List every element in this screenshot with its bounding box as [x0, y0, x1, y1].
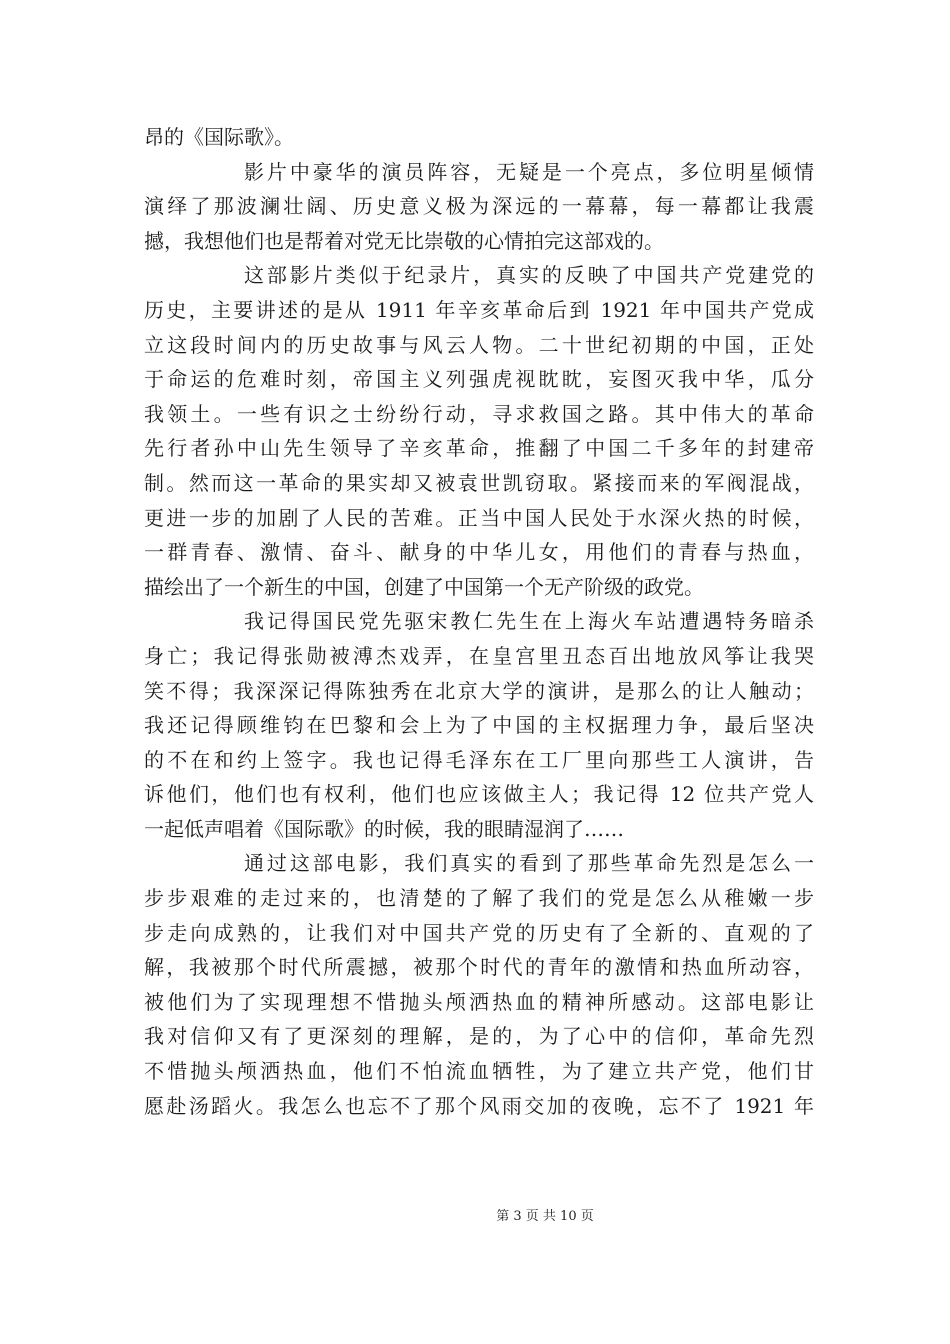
text-line: 更进一步的加剧了人民的苦难。正当中国人民处于水深火热的时候，: [144, 505, 814, 530]
document-body: [144, 120, 814, 1123]
text-line: 先行者孙中山先生领导了辛亥革命，推翻了中国二千多年的封建帝: [144, 436, 814, 461]
paragraph: [144, 846, 814, 1123]
text-line: 历史，主要讲述的是从 1911 年辛亥革命后到 1921 年中国共产党成: [144, 297, 814, 322]
text-line: 我还记得顾维钧在巴黎和会上为了中国的主权据理力争，最后坚决: [144, 713, 814, 738]
text-line: 描绘出了一个新生的中国，创建了中国第一个无产阶级的政党。: [144, 574, 704, 599]
text-line: 解，我被那个时代所震撼，被那个时代的青年的激情和热血所动容，: [144, 955, 814, 980]
text-line: 演绎了那波澜壮阔、历史意义极为深远的一幕幕，每一幕都让我震: [144, 194, 814, 219]
text-line: 立这段时间内的历史故事与风云人物。二十世纪初期的中国，正处: [144, 332, 814, 357]
text-line: 一起低声唱着《国际歌》的时候，我的眼睛湿润了……: [144, 816, 624, 841]
paragraph: [144, 120, 814, 155]
text-line: 昂的《国际歌》。: [144, 125, 294, 149]
text-line: 撼，我想他们也是帮着对党无比崇敬的心情拍完这部戏的。: [144, 228, 664, 253]
text-line: 一群青春、激情、奋斗、献身的中华儿女，用他们的青春与热血，: [144, 540, 814, 565]
text-line: 身亡；我记得张勋被溥杰戏弄，在皇宫里丑态百出地放风筝让我哭: [144, 643, 814, 668]
text-line: 笑不得；我深深记得陈独秀在北京大学的演讲，是那么的让人触动；: [144, 678, 814, 703]
page-footer: 第 3 页 共 10 页: [496, 1209, 594, 1224]
text-line: 影片中豪华的演员阵容，无疑是一个亮点，多位明星倾情: [244, 159, 814, 184]
text-line: 不惜抛头颅洒热血，他们不怕流血牺牲，为了建立共产党，他们甘: [144, 1059, 814, 1084]
text-line: 我记得国民党先驱宋教仁先生在上海火车站遭遇特务暗杀: [244, 609, 814, 634]
text-line: 诉他们，他们也有权利，他们也应该做主人；我记得 12 位共产党人: [144, 782, 814, 807]
text-line: 这部影片类似于纪录片，真实的反映了中国共产党建党的: [244, 263, 814, 288]
text-line: 我领土。一些有识之士纷纷行动，寻求救国之路。其中伟大的革命: [144, 401, 814, 426]
paragraph: [144, 155, 814, 259]
text-line: 我对信仰又有了更深刻的理解，是的，为了心中的信仰，革命先烈: [144, 1024, 814, 1049]
text-line: 的不在和约上签字。我也记得毛泽东在工厂里向那些工人演讲，告: [144, 747, 814, 772]
paragraph: [144, 258, 814, 604]
text-line: 步步艰难的走过来的，也清楚的了解了我们的党是怎么从稚嫩一步: [144, 886, 814, 911]
paragraph: [144, 604, 814, 846]
text-line: 通过这部电影，我们真实的看到了那些革命先烈是怎么一: [244, 851, 814, 876]
text-line: 被他们为了实现理想不惜抛头颅洒热血的精神所感动。这部电影让: [144, 989, 814, 1014]
text-line: 于命运的危难时刻，帝国主义列强虎视眈眈，妄图灭我中华，瓜分: [144, 367, 814, 392]
text-line: 步走向成熟的，让我们对中国共产党的历史有了全新的、直观的了: [144, 920, 814, 945]
text-line: 愿赴汤蹈火。我怎么也忘不了那个风雨交加的夜晚，忘不了 1921 年: [144, 1093, 814, 1118]
text-line: 制。然而这一革命的果实却又被袁世凯窃取。紧接而来的军阀混战，: [144, 470, 814, 495]
